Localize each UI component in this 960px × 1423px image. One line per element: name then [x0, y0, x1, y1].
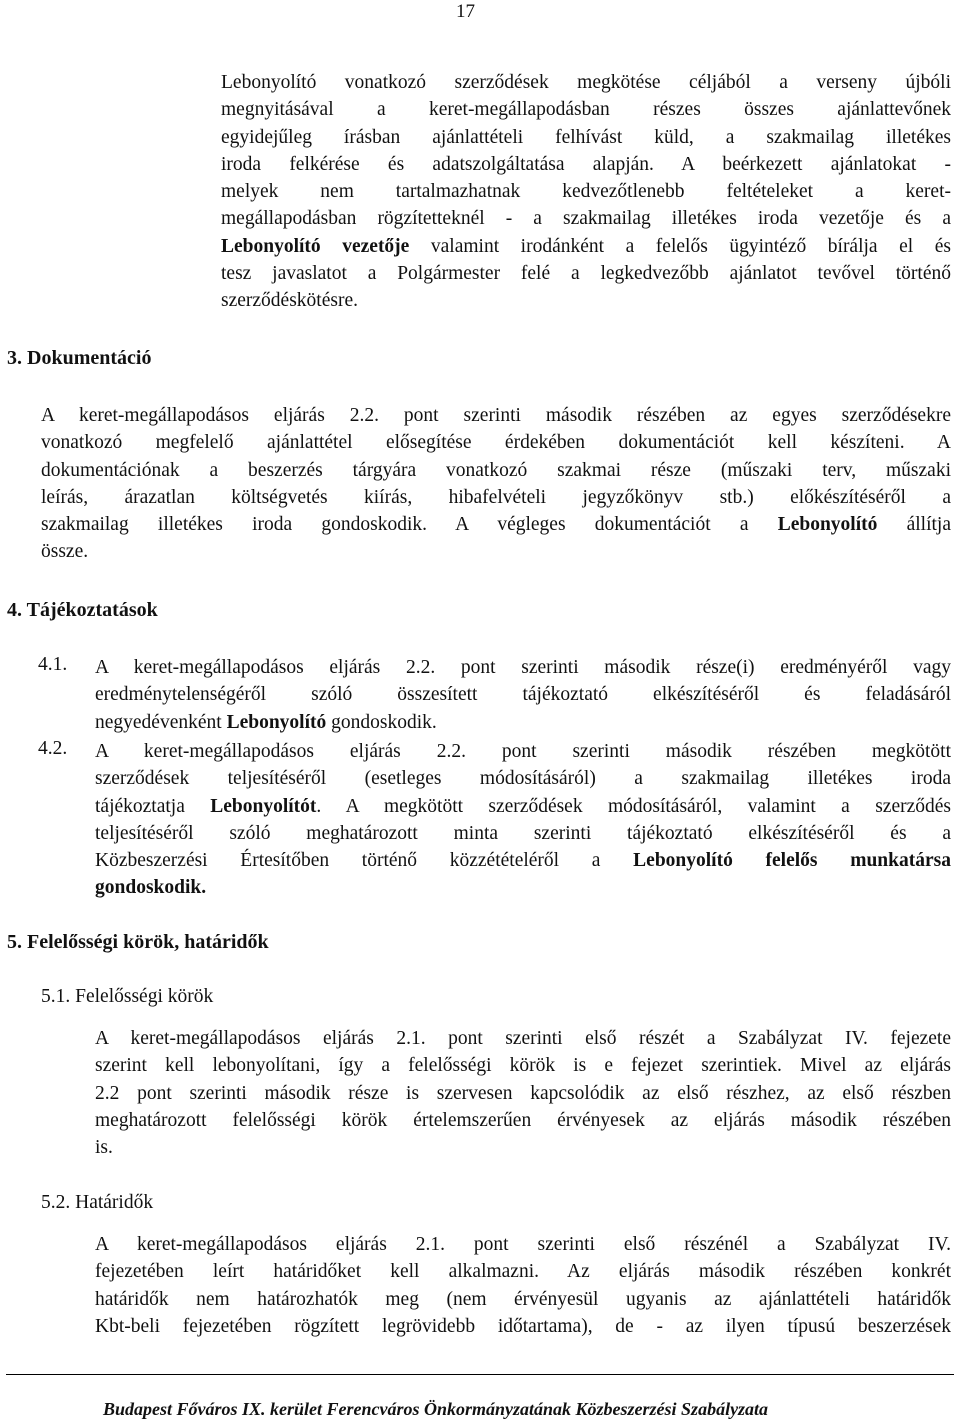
- item-4-1-line-text: negyedévenként: [95, 711, 227, 733]
- item-4-1-line: [95, 709, 951, 736]
- item-4-2-line: [95, 874, 951, 901]
- item-4-1-paragraph: [95, 654, 951, 736]
- subsection-5-1-paragraph: [95, 1025, 951, 1161]
- item-4-2-paragraph: [95, 738, 951, 902]
- intro-line: szerződéskötésre.: [221, 290, 358, 312]
- item-4-2-line: szerződések teljesítéséről (esetleges módosításáról) a szakmailag illetékes iroda: [95, 768, 951, 790]
- bold-lebonyolito: Lebonyolító: [777, 514, 878, 536]
- subsection-5-2-line: A keret-megállapodásos eljárás 2.1. pont szerinti első részénél a Szabályzat IV.: [95, 1234, 951, 1255]
- item-4-1-line: A keret-megállapodásos eljárás 2.2. pont szerinti második része(i) eredményéről vagy: [95, 657, 951, 678]
- intro-line: Lebonyolító vonatkozó szerződések megkötése céljából a verseny újbóli: [221, 72, 951, 93]
- subsection-5-2-line: Kbt-beli fejezetében rögzített legrövidebb időtartama), de - az ilyen típusú beszerzések: [95, 1315, 951, 1337]
- section-3-line: A keret-megállapodásos eljárás 2.2. pont szerinti második részében az egyes szerződésekre: [41, 405, 951, 426]
- bold-lebonyolito: Lebonyolító: [226, 711, 327, 733]
- subsection-5-2-title: 5.2. Határidők: [41, 1192, 154, 1213]
- section-3-heading: 3. Dokumentáció: [7, 347, 152, 369]
- footer-divider: [6, 1374, 954, 1375]
- intro-line: tesz javaslatot a Polgármester felé a legkedvezőbb ajánlatot tevővel történő: [221, 263, 951, 285]
- item-4-2-line: A keret-megállapodásos eljárás 2.2. pont szerinti második részében megkötött: [95, 741, 951, 762]
- page-number: 17: [456, 1, 475, 22]
- intro-line: [221, 233, 951, 260]
- item-4-2-number: 4.2.: [38, 738, 68, 759]
- bold-felelos-munkatarsa: Lebonyolító felelős munkatársa: [633, 850, 951, 872]
- bold-lebonyolito-vezetoje: Lebonyolító vezetője: [221, 235, 410, 257]
- bold-gondoskodik: gondoskodik.: [95, 877, 207, 899]
- section-3-line: dokumentációnak a beszerzés tárgyára vonatkozó szakmai része (műszaki terv, műszaki: [41, 459, 951, 481]
- item-4-1-line: eredménytelenségéről szóló összesített tájékoztató elkészítéséről és feladásáról: [95, 684, 951, 706]
- subsection-5-2-paragraph: [95, 1231, 951, 1340]
- bold-lebonyolitot: Lebonyolítót: [210, 795, 317, 817]
- subsection-5-2-line: fejezetében leírt határidőket kell alkalmazni. Az eljárás második részében konkrét: [95, 1261, 951, 1283]
- section-3-line: vonatkozó megfelelő ajánlattétel elősegítése érdekében dokumentációt kell készíteni. A: [41, 432, 951, 454]
- section-3-paragraph: [41, 402, 951, 566]
- subsection-5-1-line: 2.2 pont szerinti második része is szervesen kapcsolódik az első részhez, az első részben: [95, 1082, 951, 1104]
- subsection-5-2-line: határidők nem határozhatók meg (nem érvényesül ugyanis az ajánlattételi határidők: [95, 1288, 951, 1310]
- item-4-2-line-text: tájékoztatja: [95, 795, 211, 817]
- item-4-2-line-tail: . A megkötött szerződések módosításáról, valamint a szerződés: [316, 795, 951, 817]
- intro-line: megállapodásban rögzítetteknél - a szakmailag illetékes iroda vezetője és a: [221, 208, 951, 230]
- footer-text: Budapest Főváros IX. kerület Ferencváros Önkormányzatának Közbeszerzési Szabályzata: [103, 1399, 769, 1419]
- subsection-5-1-line: meghatározott felelősségi körök értelemszerűen érvényesek az eljárás második részében: [95, 1109, 951, 1131]
- subsection-5-1-title: 5.1. Felelősségi körök: [41, 986, 214, 1007]
- item-4-2-line-text: Közbeszerzési Értesítőben történő közzétételéről a: [95, 850, 634, 872]
- subsection-5-1-line: A keret-megállapodásos eljárás 2.1. pont szerinti első részét a Szabályzat IV. fejezete: [95, 1028, 951, 1049]
- section-5-heading: 5. Felelősségi körök, határidők: [7, 931, 269, 953]
- item-4-1-number: 4.1.: [38, 654, 68, 675]
- intro-paragraph: [221, 69, 951, 315]
- section-3-line: [41, 511, 951, 538]
- intro-line: egyidejűleg írásban ajánlattételi felhívást küld, a szakmailag illetékes: [221, 126, 951, 148]
- intro-line: melyek nem tartalmazhatnak kedvezőtlenebb feltételeket a keret-: [221, 181, 951, 203]
- subsection-5-1-line: is.: [95, 1137, 113, 1159]
- subsection-5-1-line: szerint kell lebonyolítani, így a felelősségi körök is e fejezet szerintiek. Mivel az eljárás: [95, 1055, 951, 1077]
- section-3-line: leírás, árazatlan költségvetés kiírás, hibafelvételi jegyzőkönyv stb.) előkészítéséről a: [41, 486, 951, 508]
- intro-line: megnyitásával a keret-megállapodásban részes összes ajánlattevőnek: [221, 99, 951, 121]
- section-3-line-text: szakmailag illetékes iroda gondoskodik. A végleges dokumentációt a: [41, 514, 778, 536]
- item-4-2-line: [95, 793, 951, 820]
- intro-line: iroda felkérése és adatszolgáltatása alapján. A beérkezett ajánlatokat -: [221, 153, 951, 175]
- section-4-heading: 4. Tájékoztatások: [7, 599, 158, 621]
- intro-line-tail: valamint irodánként a felelős ügyintéző bírálja el és: [409, 235, 951, 257]
- item-4-2-line: [95, 847, 951, 874]
- item-4-2-line: teljesítéséről szóló meghatározott minta szerinti tájékoztató elkészítéséről és a: [95, 822, 951, 844]
- section-3-line-tail: állítja: [877, 514, 951, 536]
- section-3-line: össze.: [41, 541, 89, 563]
- item-4-1-line-tail: gondoskodik.: [326, 711, 437, 733]
